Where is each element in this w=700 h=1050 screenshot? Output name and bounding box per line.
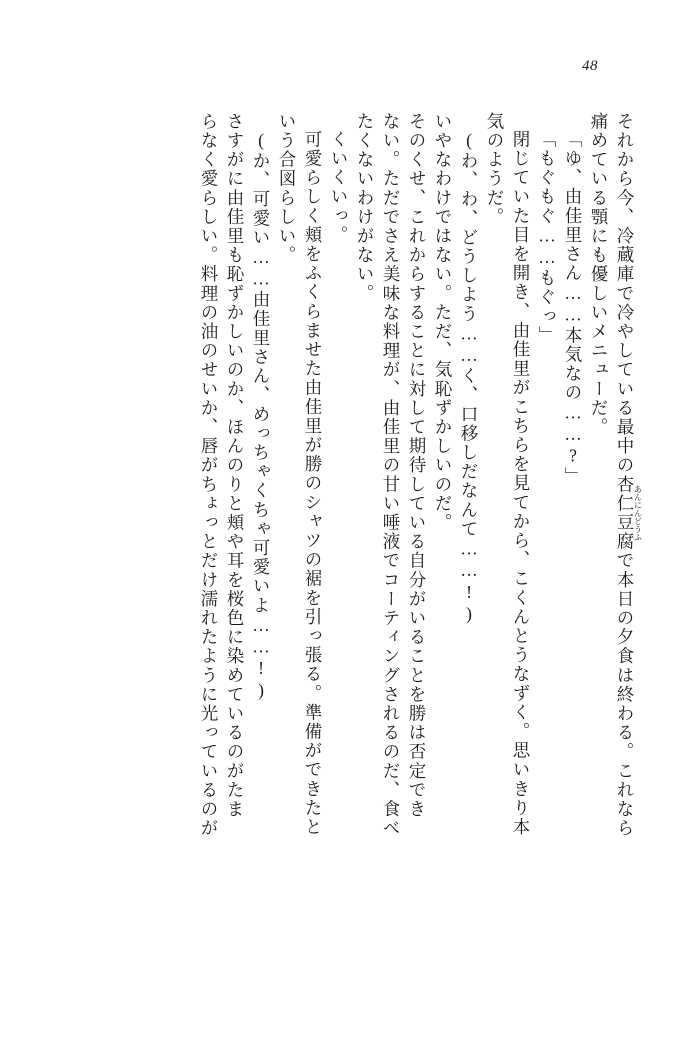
text-column: くいくいっ。 (329, 130, 349, 245)
text-column: 閉じていた目を開き、由佳里がこちらを見てから、こくんとうなずく。思いきり本 (511, 130, 531, 837)
text-column: 可愛らしく頬をふくらませた由佳里が勝のシャツの裾を引っ張る。準備ができたと (303, 130, 323, 837)
text-column: 気のようだ。 (485, 112, 505, 227)
text-column: そのくせ、これからすることに対して期待している自分がいることを勝は否定でき (407, 112, 427, 819)
body-text-block (58, 112, 642, 992)
text-column: いう合図らしい。 (277, 112, 297, 265)
text-column: それから今、冷蔵庫で冷やしている最中の杏仁豆腐あんにんどうふで本日の夕食は終わる。これなら (615, 112, 643, 838)
text-column: いやなわけではない。ただ、気恥ずかしいのだ。 (433, 112, 453, 533)
text-column: 「もぐもぐ……もぐっ」 (537, 130, 557, 346)
text-column: 痛めている顎にも優しいメニューだ。 (589, 112, 609, 437)
page-number: 48 (582, 58, 598, 74)
text-column: たくないわけがない。 (355, 112, 375, 303)
text-column: (か、可愛い……由佳里さん、めっちゃくちゃ可愛いよ……!) (251, 130, 271, 702)
text-column: 「ゆ、由佳里さん……本気なの……?」 (563, 130, 583, 487)
text-column: らなく愛らしい。料理の油のせいか、唇がちょっとだけ濡れたように光っているのが (199, 112, 219, 838)
text-column: (わ、わ、どうしよう……く、口移しだなんて……!) (459, 130, 479, 625)
text-column: さすがに由佳里も恥ずかしいのか、ほんのりと頬や耳を桜色に染めているのがたま (225, 112, 245, 819)
text-column: ない。ただでさえ美味な料理が、由佳里の甘い唾液でコーティングされるのだ、食べ (381, 112, 401, 838)
vertical-columns (58, 112, 642, 992)
ruby-annotation: 杏仁豆腐あんにんどうふ (615, 474, 643, 552)
